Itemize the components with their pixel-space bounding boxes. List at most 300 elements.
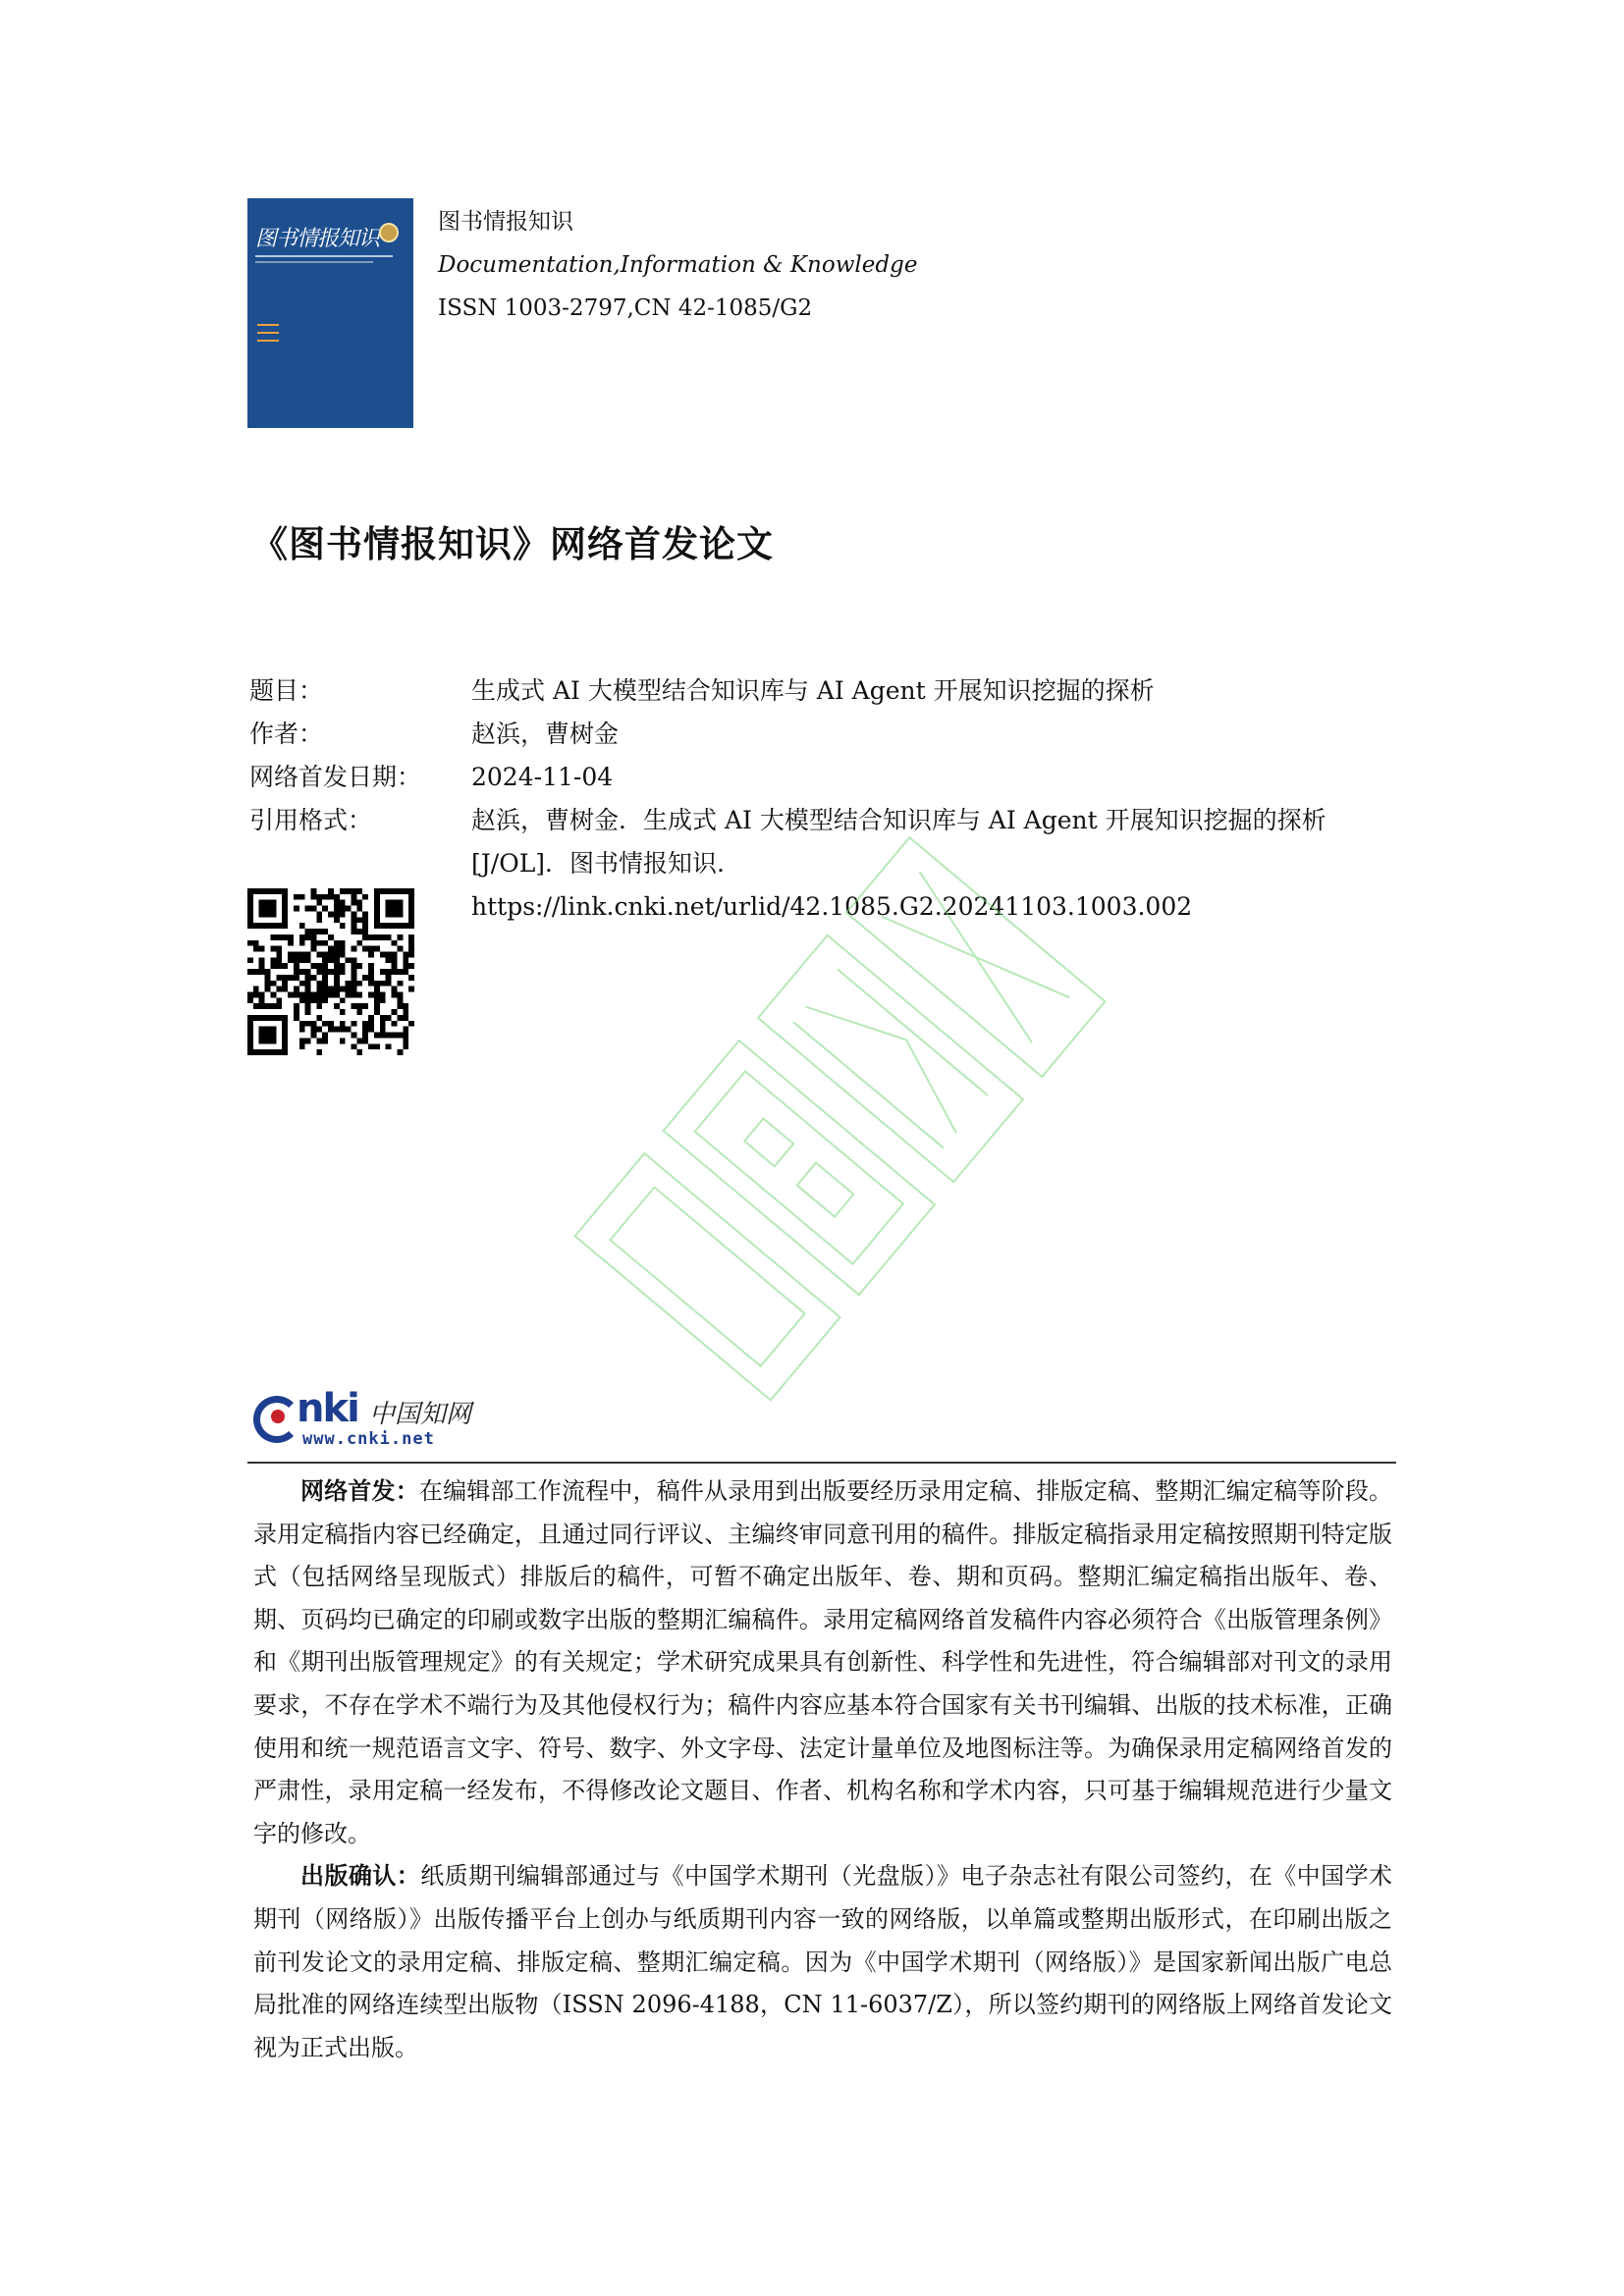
qr-module (408, 1021, 414, 1027)
qr-module (356, 1038, 362, 1043)
qr-module (294, 963, 299, 969)
qr-module (294, 951, 299, 957)
qr-module (322, 975, 328, 981)
qr-module (403, 969, 408, 975)
qr-module (310, 888, 316, 894)
qr-module (386, 934, 392, 940)
qr-module (294, 987, 299, 992)
qr-module (374, 1033, 380, 1039)
qr-module (340, 900, 346, 906)
qr-module (356, 992, 362, 998)
qr-module (362, 911, 368, 917)
qr-module (397, 992, 403, 998)
journal-info (438, 200, 917, 330)
qr-module (334, 911, 340, 917)
qr-module (356, 1003, 362, 1009)
cover-title: 图书情报知识 (255, 227, 380, 251)
qr-module (356, 963, 362, 969)
qr-module (368, 992, 374, 998)
note-text: 纸质期刊编辑部通过与《中国学术期刊（光盘版）》电子杂志社有限公司签约，在《中国学术期刊（网络版）》出版传播平台上创办与纸质期刊内容一致的网络版，以单篇或整期出版形式，在印刷出版之前刊发论文的录用定稿、排版定稿、整期汇编定稿。因为《中国学术期刊（网络版）》是国家新闻出版广电总局批准的网络连续型出版物（ISSN 2096-4188，CN 11-6037/Z），所以签约期刊的网络版上网络首发论文视为正式出版。 (253, 1862, 1393, 2061)
qr-module (374, 1043, 380, 1049)
qr-module (368, 1021, 374, 1027)
qr-module (310, 934, 316, 940)
qr-module (352, 975, 357, 981)
qr-module (305, 992, 311, 998)
meta-row-authors (249, 713, 1393, 756)
qr-module (392, 940, 398, 946)
cnki-logo-chinese: 中国知网 (369, 1400, 472, 1429)
qr-module (362, 975, 368, 981)
qr-module (310, 946, 316, 952)
qr-module (362, 929, 368, 934)
qr-module (265, 975, 271, 981)
meta-key: 引用格式： (249, 806, 373, 834)
qr-module (352, 911, 357, 917)
qr-module (316, 1049, 322, 1055)
qr-module (316, 894, 322, 900)
qr-module (368, 1027, 374, 1033)
qr-module (392, 1009, 398, 1015)
qr-module (403, 957, 408, 963)
qr-module (299, 934, 305, 940)
note-label: 网络首发： (300, 1477, 419, 1505)
qr-module (340, 997, 346, 1003)
qr-module (316, 997, 322, 1003)
qr-module (322, 969, 328, 975)
qr-module (340, 1009, 346, 1015)
qr-module (374, 946, 380, 952)
qr-module (294, 1015, 299, 1021)
cover-accent-line (257, 340, 279, 342)
qr-module (276, 957, 282, 963)
qr-module (352, 923, 357, 929)
meta-row-citation-cont (249, 842, 1393, 929)
qr-module (282, 987, 288, 992)
cover-subtitle-line (255, 261, 373, 263)
qr-module (276, 946, 282, 952)
qr-module (259, 997, 265, 1003)
qr-module (276, 987, 282, 992)
qr-module (386, 1043, 392, 1049)
qr-module (247, 957, 253, 963)
qr-module (310, 997, 316, 1003)
qr-module (340, 951, 346, 957)
qr-module (392, 992, 398, 998)
qr-module (310, 1021, 316, 1027)
qr-module (270, 981, 276, 987)
qr-module (340, 940, 346, 946)
qr-module (397, 1049, 403, 1055)
qr-module (322, 997, 328, 1003)
qr-module (397, 981, 403, 987)
qr-module (380, 997, 386, 1003)
qr-module (340, 923, 346, 929)
qr-module (397, 997, 403, 1003)
qr-module (276, 997, 282, 1003)
qr-module (392, 1021, 398, 1027)
meta-value: 2024-11-04 (471, 763, 614, 791)
qr-module (368, 951, 374, 957)
qr-module (352, 987, 357, 992)
qr-module (374, 1003, 380, 1009)
qr-module (403, 963, 408, 969)
qr-module (305, 997, 311, 1003)
qr-module (346, 987, 352, 992)
qr-module (328, 957, 334, 963)
qr-module (352, 963, 357, 969)
qr-module (310, 1033, 316, 1039)
cnki-logo-dot-icon (271, 1410, 285, 1423)
qr-module (408, 963, 414, 969)
qr-module (352, 1033, 357, 1039)
qr-module (328, 946, 334, 952)
qr-module (270, 963, 276, 969)
cnki-logo (253, 1386, 489, 1451)
qr-module (352, 888, 357, 894)
qr-module (294, 906, 299, 912)
qr-module (328, 911, 334, 917)
qr-module (294, 894, 299, 900)
meta-row-date (249, 756, 1393, 799)
qr-module (374, 997, 380, 1003)
qr-module (294, 969, 299, 975)
qr-module (265, 987, 271, 992)
qr-module (352, 917, 357, 923)
note-online-first (253, 1470, 1392, 1855)
qr-module (310, 1027, 316, 1033)
qr-module (305, 1021, 311, 1027)
cover-emblem-icon (379, 223, 399, 242)
qr-module (322, 992, 328, 998)
qr-module (386, 1033, 392, 1039)
journal-cover (247, 198, 413, 428)
qr-module (299, 969, 305, 975)
qr-module (403, 1038, 408, 1043)
qr-module (259, 992, 265, 998)
qr-module (259, 963, 265, 969)
qr-module (270, 1003, 276, 1009)
qr-module (397, 934, 403, 940)
qr-module (310, 929, 316, 934)
qr-module (299, 1021, 305, 1027)
qr-module (340, 911, 346, 917)
qr-module (322, 981, 328, 987)
qr-module (310, 940, 316, 946)
qr-module (346, 888, 352, 894)
qr-module (316, 917, 322, 923)
qr-module (334, 987, 340, 992)
qr-module (356, 929, 362, 934)
qr-module (346, 906, 352, 912)
meta-key: 题目： (249, 676, 324, 705)
qr-module (392, 963, 398, 969)
qr-module (305, 969, 311, 975)
qr-module (380, 1027, 386, 1033)
qr-module (352, 1043, 357, 1049)
qr-module (386, 975, 392, 981)
qr-module (356, 917, 362, 923)
qr-module (334, 940, 340, 946)
qr-module (368, 975, 374, 981)
qr-module (316, 1038, 322, 1043)
qr-module (310, 975, 316, 981)
qr-module (305, 934, 311, 940)
qr-module (310, 906, 316, 912)
qr-module (334, 981, 340, 987)
qr-module (253, 992, 259, 998)
qr-module (340, 1021, 346, 1027)
qr-module (356, 900, 362, 906)
qr-module (253, 940, 259, 946)
meta-row-title (249, 669, 1393, 713)
qr-module (334, 963, 340, 969)
qr-module (386, 981, 392, 987)
qr-module (408, 951, 414, 957)
qr-module (352, 969, 357, 975)
qr-module (340, 987, 346, 992)
qr-module (386, 969, 392, 975)
qr-module (299, 951, 305, 957)
qr-module (316, 992, 322, 998)
qr-module (305, 1009, 311, 1015)
qr-module (316, 1015, 322, 1021)
qr-module (334, 894, 340, 900)
qr-module (270, 934, 276, 940)
qr-module (253, 946, 259, 952)
qr-module (362, 1021, 368, 1027)
qr-module (368, 1043, 374, 1049)
qr-module (340, 969, 346, 975)
qr-module (397, 1003, 403, 1009)
qr-module (403, 1027, 408, 1033)
qr-module (334, 917, 340, 923)
qr-module (282, 975, 288, 981)
qr-module (328, 934, 334, 940)
qr-module (247, 997, 253, 1003)
qr-module (276, 975, 282, 981)
qr-module (397, 1015, 403, 1021)
qr-module (259, 946, 265, 952)
qr-module (305, 951, 311, 957)
qr-module (362, 934, 368, 940)
qr-module (305, 1038, 311, 1043)
qr-module (265, 1003, 271, 1009)
meta-value: 赵浜，曹树金 (471, 720, 620, 748)
qr-module (259, 1003, 265, 1009)
qr-module (294, 1003, 299, 1009)
qr-module (270, 957, 276, 963)
qr-module (356, 888, 362, 894)
qr-module (334, 1027, 340, 1033)
qr-module (334, 957, 340, 963)
qr-module (322, 1033, 328, 1039)
qr-module (386, 957, 392, 963)
qr-module (328, 888, 334, 894)
qr-module (316, 981, 322, 987)
qr-module (352, 900, 357, 906)
qr-module (288, 940, 294, 946)
qr-module (322, 987, 328, 992)
meta-row-citation (249, 799, 1393, 842)
qr-module (328, 969, 334, 975)
qr-module (380, 934, 386, 940)
cover-accent-line (257, 324, 279, 326)
qr-module (352, 894, 357, 900)
qr-module (403, 951, 408, 957)
qr-module (310, 992, 316, 998)
qr-module (247, 992, 253, 998)
qr-module (340, 946, 346, 952)
qr-module (368, 934, 374, 940)
qr-module (316, 963, 322, 969)
qr-module (282, 963, 288, 969)
qr-module (334, 900, 340, 906)
qr-module (316, 1003, 322, 1009)
note-text: 在编辑部工作流程中，稿件从录用到出版要经历录用定稿、排版定稿、整期汇编定稿等阶段。录用定稿指内容已经确定，且通过同行评议、主编终审同意刊用的稿件。排版定稿指录用定稿按照期刊特定版式（包括网络呈现版式）排版后的稿件，可暂不确定出版年、卷、期和页码。整期汇编定稿指出版年、卷、期、页码均已确定的印刷或数字出版的整期汇编稿件。录用定稿网络首发稿件内容必须符合《出版管理条例》和《期刊出版管理规定》的有关规定；学术研究成果具有创新性、科学性和先进性，符合编辑部对刊文的录用要求，不存在学术不端行为及其他侵权行为；稿件内容应基本符合国家有关书刊编辑、出版的技术标准，正确使用和统一规范语言文字、符号、数字、外文字母、法定计量单位及地图标注等。为确保录用定稿网络首发的严肃性，录用定稿一经发布，不得修改论文题目、作者、机构名称和学术内容，只可基于编辑规范进行少量文字的修改。 (253, 1477, 1392, 1847)
qr-module (356, 1009, 362, 1015)
qr-module (403, 1009, 408, 1015)
qr-module (259, 969, 265, 975)
qr-module (380, 981, 386, 987)
qr-module (288, 992, 294, 998)
qr-module (340, 888, 346, 894)
qr-module (346, 1027, 352, 1033)
qr-module (352, 957, 357, 963)
qr-module (322, 894, 328, 900)
qr-module (316, 1027, 322, 1033)
qr-module (316, 951, 322, 957)
qr-module (282, 981, 288, 987)
qr-module (299, 923, 305, 929)
cnki-logo-text: nki (297, 1386, 358, 1431)
qr-module (334, 946, 340, 952)
qr-module (334, 906, 340, 912)
qr-module (288, 957, 294, 963)
page-title: 《图书情报知识》网络首发论文 (251, 523, 774, 565)
qr-module (346, 992, 352, 998)
cover-accent-line (257, 332, 279, 334)
qr-module (362, 946, 368, 952)
qr-module (322, 957, 328, 963)
qr-module (276, 951, 282, 957)
qr-module (408, 934, 414, 940)
qr-module (408, 946, 414, 952)
qr-module (368, 969, 374, 975)
qr-code-icon (247, 888, 414, 1055)
qr-module (362, 1027, 368, 1033)
qr-module (362, 1033, 368, 1039)
qr-module (334, 969, 340, 975)
qr-module (392, 957, 398, 963)
qr-module (374, 992, 380, 998)
qr-module (299, 1027, 305, 1033)
qr-module (299, 997, 305, 1003)
journal-name-cn: 图书情报知识 (438, 209, 573, 235)
qr-module (259, 957, 265, 963)
qr-module (334, 992, 340, 998)
qr-module (346, 981, 352, 987)
qr-module (352, 981, 357, 987)
qr-module (305, 975, 311, 981)
qr-module (253, 1003, 259, 1009)
qr-module (362, 1038, 368, 1043)
qr-module (322, 963, 328, 969)
qr-module (265, 981, 271, 987)
qr-module (328, 992, 334, 998)
qr-module (368, 946, 374, 952)
qr-module (374, 981, 380, 987)
qr-module (294, 975, 299, 981)
meta-key: 网络首发日期： (249, 763, 422, 791)
qr-module (328, 894, 334, 900)
qr-module (299, 957, 305, 963)
qr-module (305, 981, 311, 987)
qr-module (334, 975, 340, 981)
qr-module (380, 1021, 386, 1027)
qr-module (408, 987, 414, 992)
qr-module (362, 1003, 368, 1009)
qr-module (299, 1038, 305, 1043)
qr-module (322, 929, 328, 934)
qr-module (322, 906, 328, 912)
qr-module (368, 1015, 374, 1021)
qr-module (305, 957, 311, 963)
qr-module (270, 992, 276, 998)
qr-module (408, 940, 414, 946)
qr-module (352, 946, 357, 952)
qr-module (392, 1033, 398, 1039)
qr-module (328, 1021, 334, 1027)
qr-module (310, 963, 316, 969)
qr-module (346, 957, 352, 963)
qr-module (305, 1003, 311, 1009)
qr-module (276, 934, 282, 940)
qr-module (322, 951, 328, 957)
qr-module (374, 1009, 380, 1015)
qr-module (352, 1021, 357, 1027)
qr-module (294, 1009, 299, 1015)
qr-module (294, 957, 299, 963)
qr-module (328, 951, 334, 957)
citation-link[interactable]: [J/OL]．图书情报知识. https://link.cnki.net/urlid/42.1085.G2.20241103.1003.002 (471, 849, 1193, 921)
qr-module (299, 1043, 305, 1049)
qr-module (265, 969, 271, 975)
qr-module (340, 1027, 346, 1033)
qr-module (352, 929, 357, 934)
qr-module (356, 940, 362, 946)
qr-module (362, 894, 368, 900)
qr-module (288, 934, 294, 940)
journal-name-en: Documentation,Information & Knowledge (438, 252, 918, 278)
cnki-logo-url: www.cnki.net (302, 1429, 435, 1449)
qr-module (374, 934, 380, 940)
qr-module (316, 929, 322, 934)
qr-module (340, 1038, 346, 1043)
qr-module (368, 981, 374, 987)
qr-module (305, 929, 311, 934)
qr-module (340, 906, 346, 912)
qr-module (356, 906, 362, 912)
qr-module (305, 987, 311, 992)
qr-module (380, 1033, 386, 1039)
qr-module (386, 951, 392, 957)
qr-module (247, 969, 253, 975)
qr-module (322, 1021, 328, 1027)
qr-module (282, 934, 288, 940)
qr-module (299, 992, 305, 998)
meta-value: 生成式 AI 大模型结合知识库与 AI Agent 开展知识挖掘的探析 (471, 676, 1155, 705)
meta-value: 赵浜，曹树金．生成式 AI 大模型结合知识库与 AI Agent 开展知识挖掘的探析 (471, 806, 1326, 834)
